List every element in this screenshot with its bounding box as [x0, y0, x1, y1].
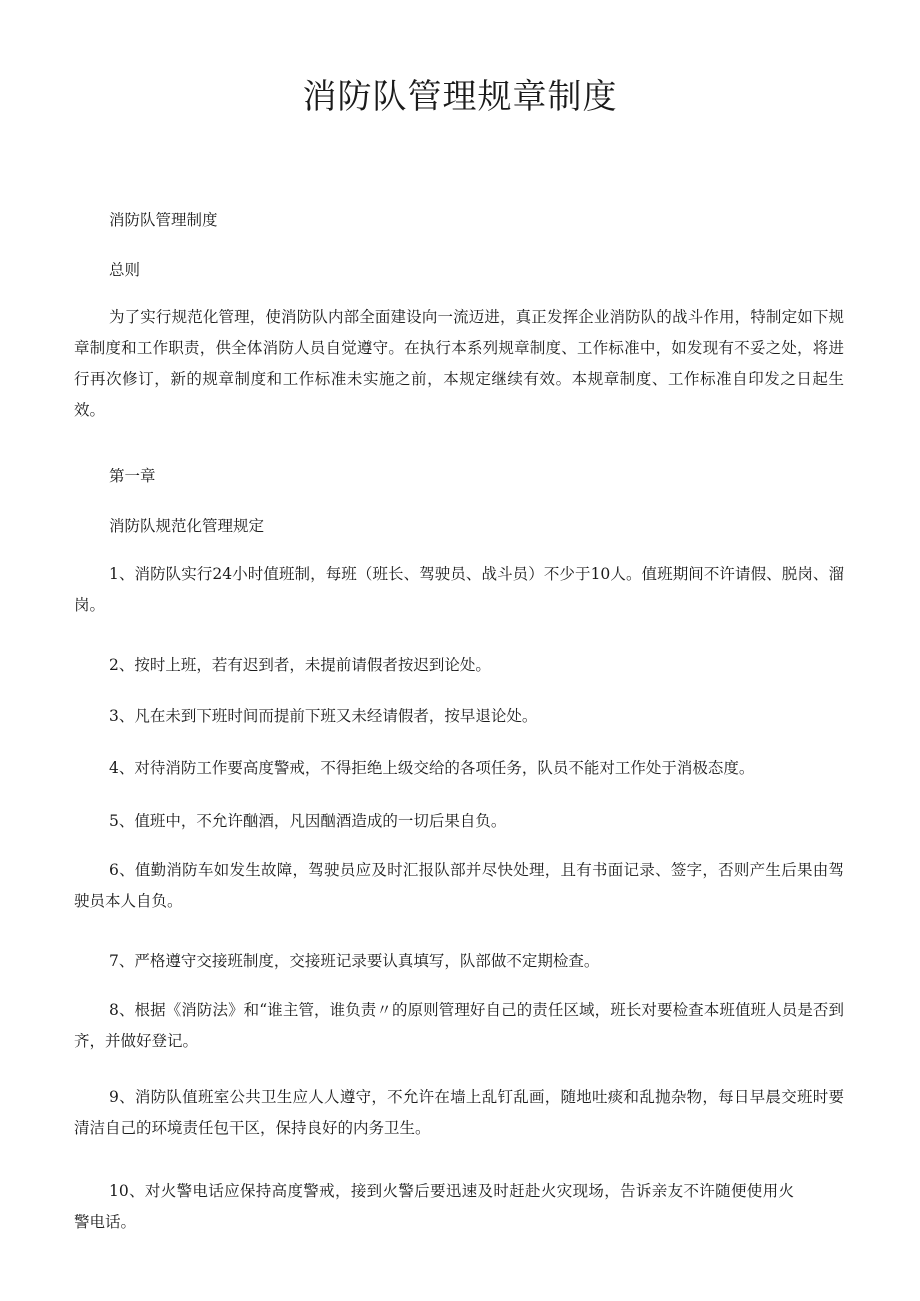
- rule-item: 9、消防队值班室公共卫生应人人遵守，不允许在墙上乱钉乱画，随地吐痰和乱抛杂物，每日早晨交班时要清洁自己的环境责任包干区，保持良好的内务卫生。: [74, 1088, 844, 1137]
- rule-item: 7、严格遵守交接班制度，交接班记录要认真填写，队部做不定期检查。: [109, 952, 600, 970]
- rule-item: 4、对待消防工作要高度警戒，不得拒绝上级交给的各项任务，队员不能对工作处于消极态度。: [109, 759, 755, 777]
- rule-item: 1、消防队实行24小时值班制，每班（班长、驾驶员、战斗员）不少于10人。值班期间不许请假、脱岗、溜岗。: [74, 565, 844, 614]
- chapter-label: 第一章: [109, 467, 156, 485]
- rule-item: 6、值勤消防车如发生故障，驾驶员应及时汇报队部并尽快处理，且有书面记录、签字，否则产生后果由驾驶员本人自负。: [74, 861, 844, 910]
- rule-item: 8、根据《消防法》和“谁主管，谁负责〃的原则管理好自己的责任区域，班长对要检查本班值班人员是否到齐，并做好登记。: [74, 1001, 844, 1050]
- document-subtitle: 消防队管理制度: [109, 211, 218, 229]
- chapter-title: 消防队规范化管理规定: [109, 517, 265, 535]
- rule-item: 10、对火警电话应保持高度警戒，接到火警后要迅速及时赶赴火灾现场，告诉亲友不许随便使用火警电话。: [74, 1182, 794, 1231]
- intro-paragraph: 为了实行规范化管理，使消防队内部全面建设向一流迈进，真正发挥企业消防队的战斗作用，特制定如下规章制度和工作职责，供全体消防人员自觉遵守。在执行本系列规章制度、工作标准中，如发现有不妥之处，将进行再次修订，新的规章制度和工作标准未实施之前，本规定继续有效。本规章制度、工作标准自印发之日起生效。: [74, 308, 844, 419]
- rule-item: 3、凡在未到下班时间而提前下班又未经请假者，按早退论处。: [109, 707, 538, 725]
- page-title: 消防队管理规章制度: [302, 77, 618, 117]
- rule-item: 5、值班中，不允许酗酒，凡因酗酒造成的一切后果自负。: [109, 812, 507, 830]
- rule-item: 2、按时上班，若有迟到者，未提前请假者按迟到论处。: [109, 656, 491, 674]
- general-heading: 总则: [109, 261, 141, 279]
